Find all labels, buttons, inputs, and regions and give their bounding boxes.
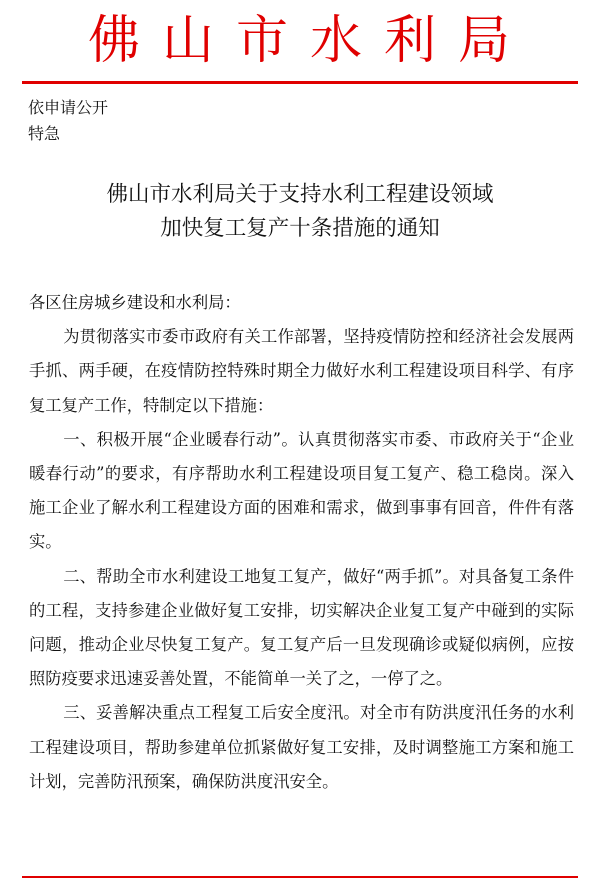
agency-header-title: 佛山市水利局 bbox=[87, 11, 532, 71]
urgency-label: 特急 bbox=[28, 124, 61, 143]
paragraph-measure-1: 一、积极开展“企业暖春行动”。认真贯彻落实市委、市政府关于“企业暖春行动”的要求，有序帮助水利工程建设项目复工复产、稳工稳岗。深入施工企业了解水利工程建设方面的困难和需求，做到事事有回音，件件有落实。 bbox=[29, 429, 574, 552]
paragraph-intro: 为贯彻落实市委市政府有关工作部署，坚持疫情防控和经济社会发展两手抓、两手硬，在疫情防控特殊时期全力做好水利工程建设项目科学、有序复工复产工作，特制定以下措施： bbox=[29, 327, 574, 415]
header-red-rule bbox=[22, 81, 578, 84]
salutation: 各区住房城乡建设和水利局： bbox=[29, 293, 241, 312]
footer-red-rule bbox=[22, 876, 578, 878]
document-title-line-1: 佛山市水利局关于支持水利工程建设领域 bbox=[106, 182, 494, 207]
document-body bbox=[29, 286, 574, 799]
paragraph-measure-2: 二、帮助全市水利建设工地复工复产，做好“两手抓”。对具备复工条件的工程，支持参建企业做好复工安排，切实解决企业复工复产中碰到的实际问题，推动企业尽快复工复产。复工复产后一旦发现确诊或疑似病例，应按照防疫要求迅速妥善处置，不能简单一关了之，一停了之。 bbox=[29, 566, 574, 689]
document-title bbox=[0, 178, 600, 246]
document-title-line-2: 加快复工复产十条措施的通知 bbox=[160, 216, 440, 241]
document-meta bbox=[28, 95, 108, 147]
paragraph-measure-3: 三、妥善解决重点工程复工后安全度汛。对全市有防洪度汛任务的水利工程建设项目，帮助参建单位抓紧做好复工安排，及时调整施工方案和施工计划，完善防汛预案，确保防洪度汛安全。 bbox=[29, 703, 574, 791]
disclosure-label: 依申请公开 bbox=[28, 98, 109, 117]
